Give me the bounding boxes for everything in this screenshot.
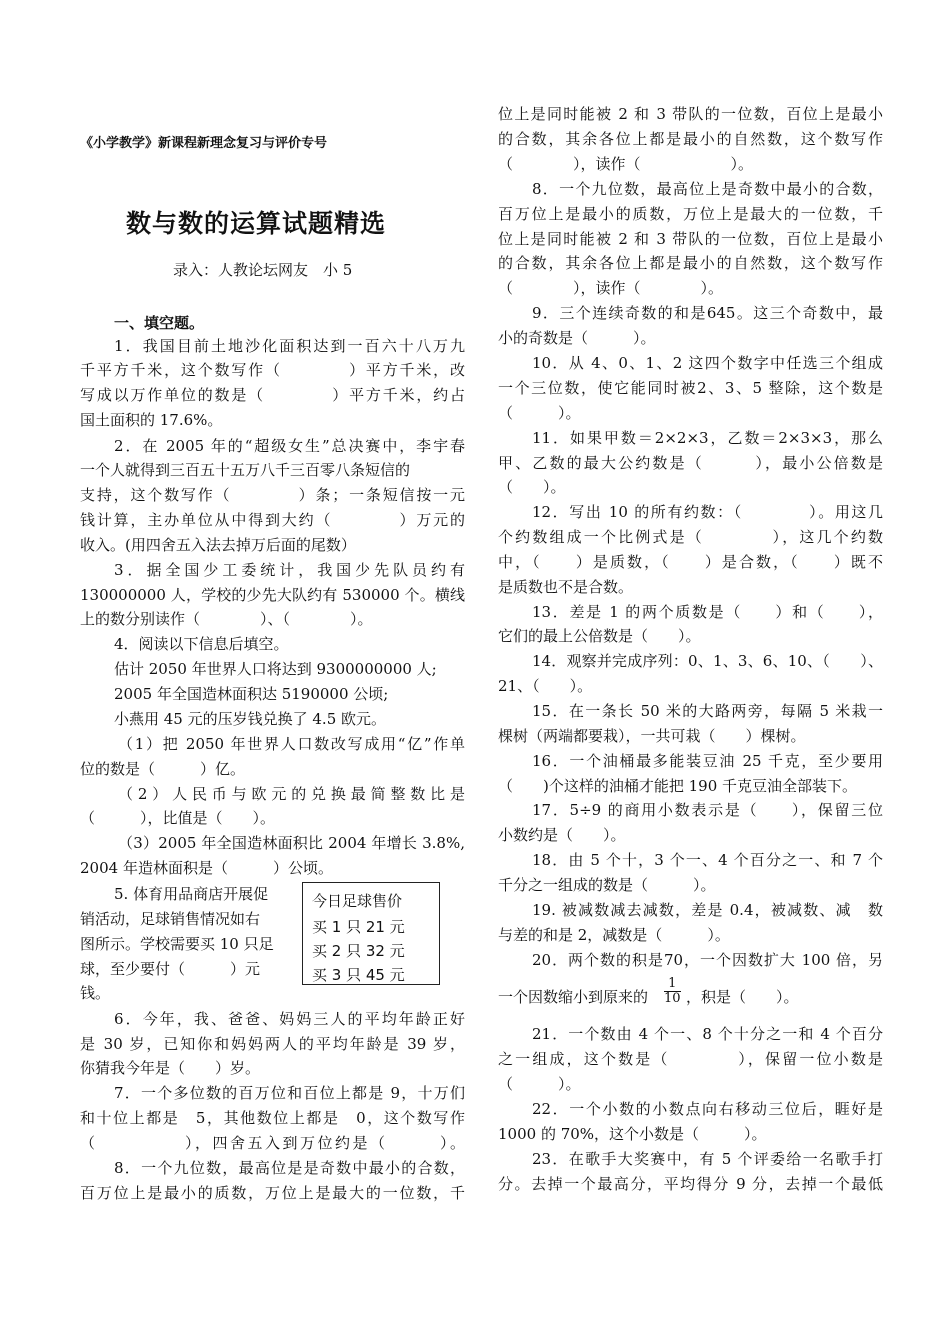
text-line: ，积是（ ）。 (686, 988, 799, 1006)
byline: 录入：人教论坛网友 小 5 (173, 261, 353, 279)
text-line: （ ），四舍五入到万位约是（ ）。 (80, 1134, 465, 1152)
text-line: 6．今年，我、爸爸、妈妈三人的平均年龄正好 (114, 1010, 465, 1028)
text-line: 钱计算，主办单位从中得到大约（ ）万元的 (80, 511, 465, 529)
text-line: 钱。 (80, 984, 111, 1002)
text-line: 2004 年造林面积是（ ）公顷。 (80, 859, 333, 877)
text-line: 上的数分别读作（ ）、（ ）。 (80, 610, 373, 628)
text-line: 130000000 人，学校的少先大队约有 530000 个。横线 (80, 586, 465, 604)
price-item: 买 1 只 21 元 (312, 918, 405, 936)
text-line: 估计 2050 年世界人口将达到 9300000000 人; (114, 660, 437, 678)
price-item: 买 2 只 32 元 (312, 942, 405, 960)
text-line: 23．在歌手大奖赛中，有 5 个评委给一名歌手打 (532, 1150, 883, 1168)
text-line: （ ）。 (498, 478, 566, 496)
text-line: （ ）。 (498, 404, 581, 422)
text-line: （ )个这样的油桶才能把 190 千克豆油全部装下。 (498, 777, 858, 795)
journal-header: 《小学教学》新课程新理念复习与评价专号 (80, 136, 328, 151)
text-line: 17．5÷9 的商用小数表示是（ ），保留三位 (532, 801, 883, 819)
text-line: 甲、乙数的最大公约数是（ ），最小公倍数是 (498, 454, 883, 472)
text-line: （ ）。 (498, 1075, 581, 1093)
text-line: 百万位上是最小的质数，万位上是最大的一位数，千 (80, 1184, 465, 1202)
text-line: 国土面积的 17.6%。 (80, 411, 223, 429)
text-line: 一个因数缩小到原来的 (498, 988, 649, 1006)
text-line: 千分之一组成的数是（ ）。 (498, 876, 716, 894)
text-line: 9．三个连续奇数的和是645。这三个奇数中，最 (532, 304, 883, 322)
text-line: 千平方千米，这个数写作（ ）平方千米，改 (80, 361, 465, 379)
text-line: 中，（ ）是质数，（ ）是合数，（ ）既不 (498, 553, 883, 571)
text-line: 你猜我今年是（ ）岁。 (80, 1059, 261, 1077)
text-line: 是 30 岁，已知你和妈妈两人的平均年龄是 39 岁， (80, 1035, 465, 1053)
text-line: 它们的最上公倍数是（ ）。 (498, 627, 701, 645)
text-line: 18．由 5 个十，3 个一、4 个百分之一、和 7 个 (532, 851, 883, 869)
text-line: 是质数也不是合数。 (498, 578, 634, 596)
football-price-box (302, 882, 440, 985)
text-line: 3．据全国少工委统计，我国少先队员约有 (114, 561, 465, 579)
text-line: （2）人民币与欧元的兑换最简整数比是 (118, 785, 465, 803)
text-line: 15．在一条长 50 米的大路两旁，每隔 5 米栽一 (532, 702, 883, 720)
text-line: 5. 体育用品商店开展促 (114, 885, 269, 903)
text-line: 一个人就得到三百五十五万八千三百零八条短信的 (80, 461, 411, 479)
fraction-one-tenth (664, 977, 681, 1006)
text-line: 1000 的 70%，这个小数是（ ）。 (498, 1125, 767, 1143)
fraction-numerator: 1 (664, 977, 681, 992)
text-line: 20．两个数的积是70，一个因数扩大 100 倍，另 (532, 951, 883, 969)
price-box-title: 今日足球售价 (312, 892, 403, 910)
text-line: 13．差是 1 的两个质数是（ ）和（ ）， (532, 603, 883, 621)
text-line: 百万位上是最小的质数，万位上是最大的一位数，千 (498, 205, 883, 223)
text-line: 2005 年全国造林面积达 5190000 公顷; (114, 685, 389, 703)
text-line: 21、（ ）。 (498, 677, 593, 695)
text-line: （ ），读作（ ）。 (498, 155, 754, 173)
text-line: 小燕用 45 元的压岁钱兑换了 4.5 欧元。 (114, 710, 387, 728)
text-line: 小的奇数是（ ）。 (498, 329, 656, 347)
section-heading: 一、填空题。 (114, 314, 205, 332)
text-line: 8．一个九位数，最高位上是奇数中最小的合数， (532, 180, 883, 198)
text-line: 和十位上都是 5，其他数位上都是 0，这个数写作 (80, 1109, 465, 1127)
text-line: 分。去掉一个最高分，平均得分 9 分，去掉一个最低 (498, 1175, 883, 1193)
text-line: 16．一个油桶最多能装豆油 25 千克，至少要用 (532, 752, 883, 770)
text-line: 收入。(用四舍五入法去掉万后面的尾数） (80, 536, 356, 554)
text-line: 14．观察并完成序列：0、1、3、6、10、（ ）、 (532, 652, 883, 670)
text-line: 一个三位数，使它能同时被2、3、5 整除，这个数是 (498, 379, 883, 397)
text-line: 1．我国目前土地沙化面积达到一百六十八万九 (114, 337, 465, 355)
text-line: （1）把 2050 年世界人口数改写成用“亿”作单 (118, 735, 465, 753)
text-line: 之一组成，这个数是（ ），保留一位小数是 (498, 1050, 883, 1068)
text-line: 球，至少要付（ ）元 (80, 960, 261, 978)
text-line: 7．一个多位数的百万位和百位上都是 9，十万们 (114, 1084, 465, 1102)
text-line: 22．一个小数的小数点向右移动三位后，睚好是 (532, 1100, 883, 1118)
text-line: 11．如果甲数＝2×2×3，乙数＝2×3×3，那么 (532, 429, 883, 447)
text-line: 21．一个数由 4 个一、8 个十分之一和 4 个百分 (532, 1025, 883, 1043)
text-line: 位上是同时能被 2 和 3 带队的一位数，百位上是最小 (498, 105, 883, 123)
text-line: 棵树（两端都要栽），一共可栽（ ）棵树。 (498, 727, 806, 745)
text-line: 支持，这个数写作（ ）条；一条短信按一元 (80, 486, 465, 504)
text-line: （ ），比值是（ ）。 (80, 809, 276, 827)
text-line: 19. 被减数减去减数，差是 0.4，被减数、减 数 (532, 901, 883, 919)
text-line: 10．从 4、0、1、2 这四个数字中任选三个组成 (532, 354, 883, 372)
text-line: 销活动，足球销售情况如右 (80, 910, 261, 928)
text-line: （3）2005 年全国造林面积比 2004 年增长 3.8%, (118, 834, 465, 852)
text-line: 个约数组成一个比例式是（ ），这几个约数 (498, 528, 883, 546)
text-line: 4．阅读以下信息后填空。 (114, 635, 289, 653)
text-line: 位的数是（ ）亿。 (80, 760, 246, 778)
text-line: 的合数，其余各位上都是最小的自然数，这个数写作 (498, 130, 883, 148)
text-line: 的合数，其余各位上都是最小的自然数，这个数写作 (498, 254, 883, 272)
text-line: 与差的和是 2，减数是（ ）。 (498, 926, 730, 944)
text-line: （ ），读作（ ）。 (498, 279, 724, 297)
price-item: 买 3 只 45 元 (312, 966, 405, 984)
page-title: 数与数的运算试题精选 (126, 209, 387, 238)
text-line: 12．写出 10 的所有约数：（ ）。用这几 (532, 503, 883, 521)
text-line: 写成以万作单位的数是（ ）平方千米，约占 (80, 386, 465, 404)
text-line: 位上是同时能被 2 和 3 带队的一位数，百位上是最小 (498, 230, 883, 248)
text-line: 图所示。学校需要买 10 只足 (80, 935, 274, 953)
text-line: 8．一个九位数，最高位是是奇数中最小的合数， (114, 1159, 465, 1177)
text-line: 2．在 2005 年的“超级女生”总决赛中，李宇春 (114, 437, 465, 455)
fraction-denominator: 10 (664, 991, 681, 1006)
text-line: 小数约是（ ）。 (498, 826, 626, 844)
